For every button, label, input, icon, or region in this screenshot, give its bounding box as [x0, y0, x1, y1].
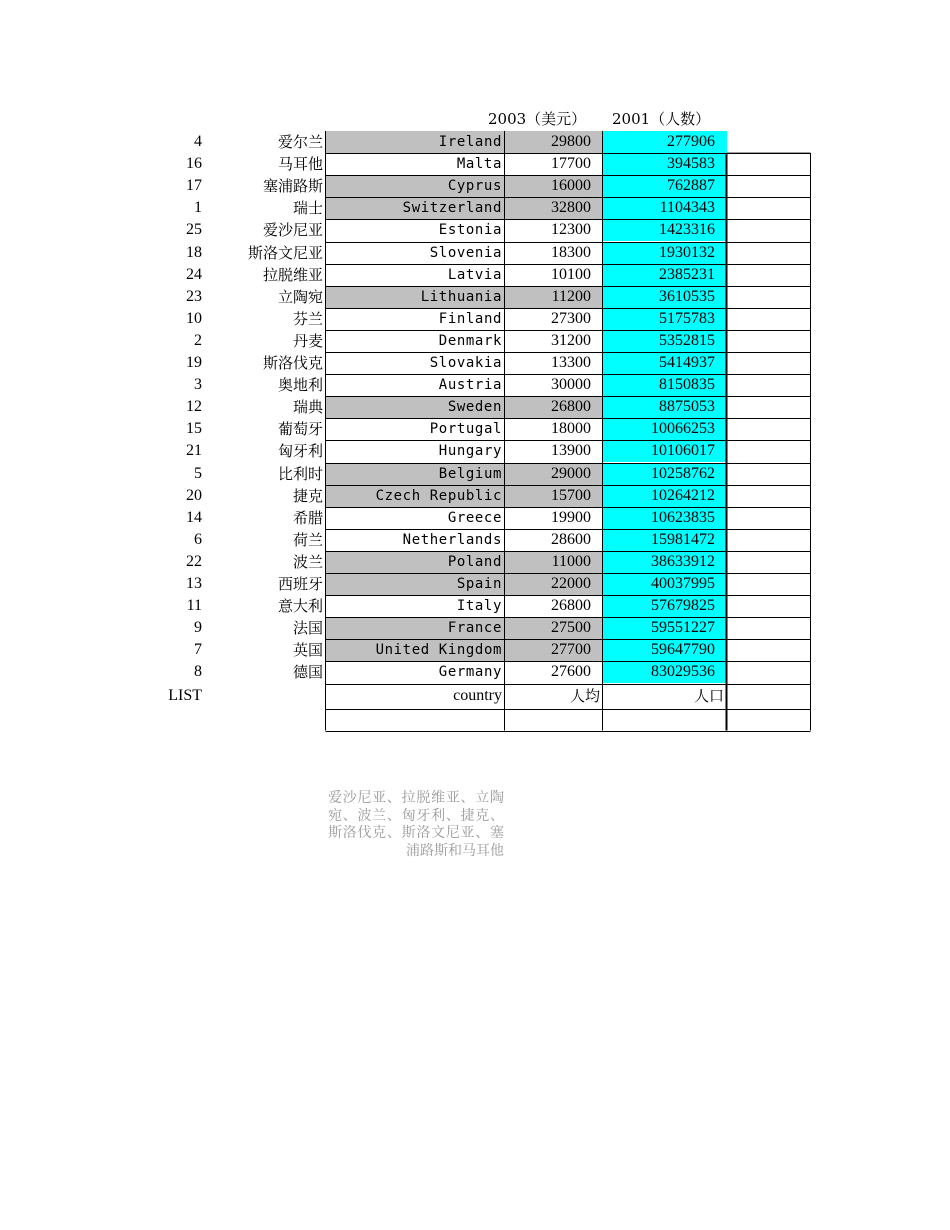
table-row	[0, 485, 950, 507]
population-cell: 277906	[603, 131, 727, 153]
population-cell: 10623835	[603, 507, 727, 529]
country-name-chinese: 意大利	[277, 597, 323, 616]
country-name-chinese: 拉脱维亚	[262, 265, 323, 284]
gdp-per-capita-cell: 19900	[551, 508, 591, 526]
row-index: 17	[186, 177, 202, 195]
table-row	[0, 352, 950, 374]
population-cell: 2385231	[603, 264, 727, 286]
row-index: 9	[194, 619, 202, 637]
country-name-english: Malta	[456, 156, 502, 173]
population-cell: 10264212	[603, 485, 727, 507]
gdp-per-capita-cell: 27500	[505, 617, 603, 639]
gdp-per-capita-cell: 26800	[505, 396, 603, 418]
country-name-english: Denmark	[438, 332, 502, 349]
population-cell: 1104343	[603, 197, 727, 219]
population-cell: 83029536	[603, 661, 727, 683]
country-name-chinese: 马耳他	[277, 155, 323, 174]
country-name-english: Belgium	[325, 463, 505, 485]
row-index: 10	[186, 309, 202, 327]
gdp-header: 2003（美元）	[488, 110, 587, 128]
country-name-english: Switzerland	[325, 197, 505, 219]
row-index: 18	[186, 243, 202, 261]
country-name-chinese: 斯洛文尼亚	[247, 243, 323, 262]
gdp-per-capita-cell: 26800	[551, 597, 591, 615]
population-cell: 8150835	[603, 374, 727, 396]
table-row	[0, 175, 950, 197]
country-name-english: Portugal	[429, 421, 502, 438]
country-name-chinese: 斯洛伐克	[262, 354, 323, 372]
gdp-per-capita-cell: 17700	[551, 155, 591, 173]
gdp-per-capita-cell: 29000	[505, 463, 603, 485]
country-name-chinese: 丹麦	[292, 331, 323, 350]
country-name-chinese: 奥地利	[277, 376, 323, 395]
gdp-per-capita-cell: 15700	[505, 485, 603, 507]
gdp-per-capita-cell: 29800	[505, 131, 603, 153]
row-index: 3	[194, 376, 202, 394]
country-name-english: Hungary	[438, 443, 502, 460]
table-row	[0, 661, 950, 683]
row-index: 15	[186, 420, 202, 438]
row-index: 8	[194, 663, 202, 681]
table-row	[0, 153, 950, 175]
gdp-per-capita-cell: 27600	[551, 663, 591, 681]
table-row	[0, 551, 950, 573]
country-name-chinese: 比利时	[277, 464, 323, 483]
population-cell: 5414937	[603, 352, 727, 374]
country-name-english: Czech Republic	[325, 485, 505, 507]
country-name-chinese: 葡萄牙	[277, 420, 323, 439]
table-row	[0, 286, 950, 308]
country-name-english: Slovakia	[429, 355, 502, 371]
population-cell: 40037995	[603, 573, 727, 595]
gdp-per-capita-cell: 11200	[505, 286, 603, 308]
country-name-chinese: 立陶宛	[277, 287, 323, 306]
row-index: 19	[186, 354, 202, 371]
population-cell: 10066253	[603, 418, 727, 440]
country-name-chinese: 芬兰	[292, 309, 323, 328]
country-name-chinese: 英国	[292, 641, 323, 660]
gdp-per-capita-cell: 18000	[551, 420, 591, 438]
list-label: LIST	[168, 686, 202, 704]
table-row	[0, 219, 950, 241]
gdp-per-capita-cell: 27300	[551, 309, 591, 327]
table-row	[0, 396, 950, 418]
population-cell: 15981472	[603, 529, 727, 551]
row-index: 20	[186, 486, 202, 504]
population-cell: 762887	[603, 175, 727, 197]
gdp-per-capita-cell: 27700	[505, 639, 603, 661]
row-index: 23	[186, 287, 202, 305]
country-name-english: United Kingdom	[325, 639, 505, 661]
table-row	[0, 463, 950, 485]
population-cell: 10106017	[603, 440, 727, 462]
country-name-english: Ireland	[325, 131, 505, 153]
country-name-english: Latvia	[447, 266, 502, 283]
table-row	[0, 573, 950, 595]
country-name-english: Austria	[438, 377, 502, 394]
population-header: 2001（人数）	[612, 110, 711, 128]
gdp-per-capita-cell: 31200	[551, 331, 591, 349]
row-index: 21	[186, 442, 202, 460]
country-name-chinese: 爱尔兰	[277, 133, 323, 151]
row-index: 24	[186, 265, 202, 283]
country-name-english: Cyprus	[325, 175, 505, 197]
table-row	[0, 617, 950, 639]
country-name-english: Germany	[438, 664, 502, 681]
country-name-english: Estonia	[438, 222, 502, 239]
population-cell: 1930132	[603, 242, 727, 264]
row-index: 22	[186, 552, 202, 570]
gdp-per-capita-cell: 22000	[505, 573, 603, 595]
country-name-chinese: 塞浦路斯	[262, 177, 323, 196]
row-index: 11	[186, 597, 202, 615]
gdp-per-capita-cell: 18300	[551, 243, 591, 261]
country-name-chinese: 法国	[292, 619, 323, 638]
table-row	[0, 595, 950, 617]
country-name-english: Greece	[447, 509, 502, 526]
row-index: 12	[186, 398, 202, 416]
row-index: 6	[194, 530, 202, 548]
table-row	[0, 264, 950, 286]
population-cell: 1423316	[603, 219, 727, 241]
gdp-per-capita-cell: 16000	[505, 175, 603, 197]
row-index: 16	[186, 155, 202, 173]
table-row	[0, 529, 950, 551]
gdp-per-capita-cell: 11000	[505, 551, 603, 573]
footer-row	[0, 685, 950, 707]
population-cell: 8875053	[603, 396, 727, 418]
country-name-english: Spain	[325, 573, 505, 595]
row-index: 1	[194, 199, 202, 217]
population-cell: 59647790	[603, 639, 727, 661]
country-name-english: Netherlands	[402, 531, 502, 548]
country-name-chinese: 德国	[292, 663, 323, 682]
country-name-english: Italy	[456, 598, 502, 615]
gdp-per-capita-cell: 28600	[551, 530, 591, 548]
table-row	[0, 330, 950, 352]
population-cell: 57679825	[603, 595, 727, 617]
gdp-per-capita-cell: 12300	[551, 221, 591, 239]
country-name-chinese: 瑞典	[292, 398, 323, 417]
row-index: 25	[186, 221, 202, 239]
country-name-chinese: 捷克	[292, 486, 323, 505]
row-index: 7	[194, 641, 202, 659]
population-cell: 38633912	[603, 551, 727, 573]
country-name-english: Lithuania	[325, 286, 505, 308]
country-name-chinese: 荷兰	[292, 530, 323, 549]
gdp-per-capita-cell: 10100	[551, 265, 591, 283]
gdp-per-capita-cell: 32800	[505, 197, 603, 219]
table-row	[0, 639, 950, 661]
country-name-english: Poland	[325, 551, 505, 573]
row-index: 2	[194, 331, 202, 349]
population-cell: 5175783	[603, 308, 727, 330]
row-index: 4	[194, 133, 202, 150]
member-states-note: 爱沙尼亚、拉脱维亚、立陶宛、波兰、匈牙利、捷克、斯洛伐克、斯洛文尼亚、塞浦路斯和马耳他	[328, 790, 504, 859]
population-cell: 3610535	[603, 286, 727, 308]
gdp-label: 人均	[569, 686, 600, 705]
country-name-chinese: 爱沙尼亚	[262, 221, 323, 240]
country-name-chinese: 西班牙	[277, 575, 323, 593]
country-name-chinese: 匈牙利	[277, 442, 323, 461]
country-name-chinese: 波兰	[292, 552, 323, 571]
table-row	[0, 308, 950, 330]
gdp-per-capita-cell: 13300	[551, 354, 591, 371]
country-name-chinese: 瑞士	[292, 199, 323, 218]
table-row	[0, 197, 950, 219]
row-index: 5	[194, 464, 202, 482]
population-cell: 394583	[603, 153, 727, 175]
country-label: country	[453, 686, 502, 704]
table-row	[0, 418, 950, 440]
population-cell: 5352815	[603, 330, 727, 352]
table-row	[0, 440, 950, 462]
row-index: 14	[186, 508, 202, 526]
gdp-per-capita-cell: 30000	[551, 376, 591, 394]
population-label: 人口	[693, 686, 724, 705]
row-index: 13	[186, 575, 202, 592]
country-name-english: Slovenia	[429, 244, 502, 261]
table-row	[0, 507, 950, 529]
table-row	[0, 374, 950, 396]
table-row	[0, 131, 950, 153]
population-cell: 59551227	[603, 617, 727, 639]
country-name-english: France	[325, 617, 505, 639]
population-cell: 10258762	[603, 463, 727, 485]
country-name-english: Finland	[438, 310, 502, 327]
country-name-english: Sweden	[325, 396, 505, 418]
table-row	[0, 242, 950, 264]
gdp-per-capita-cell: 13900	[551, 442, 591, 460]
country-name-chinese: 希腊	[292, 508, 323, 527]
